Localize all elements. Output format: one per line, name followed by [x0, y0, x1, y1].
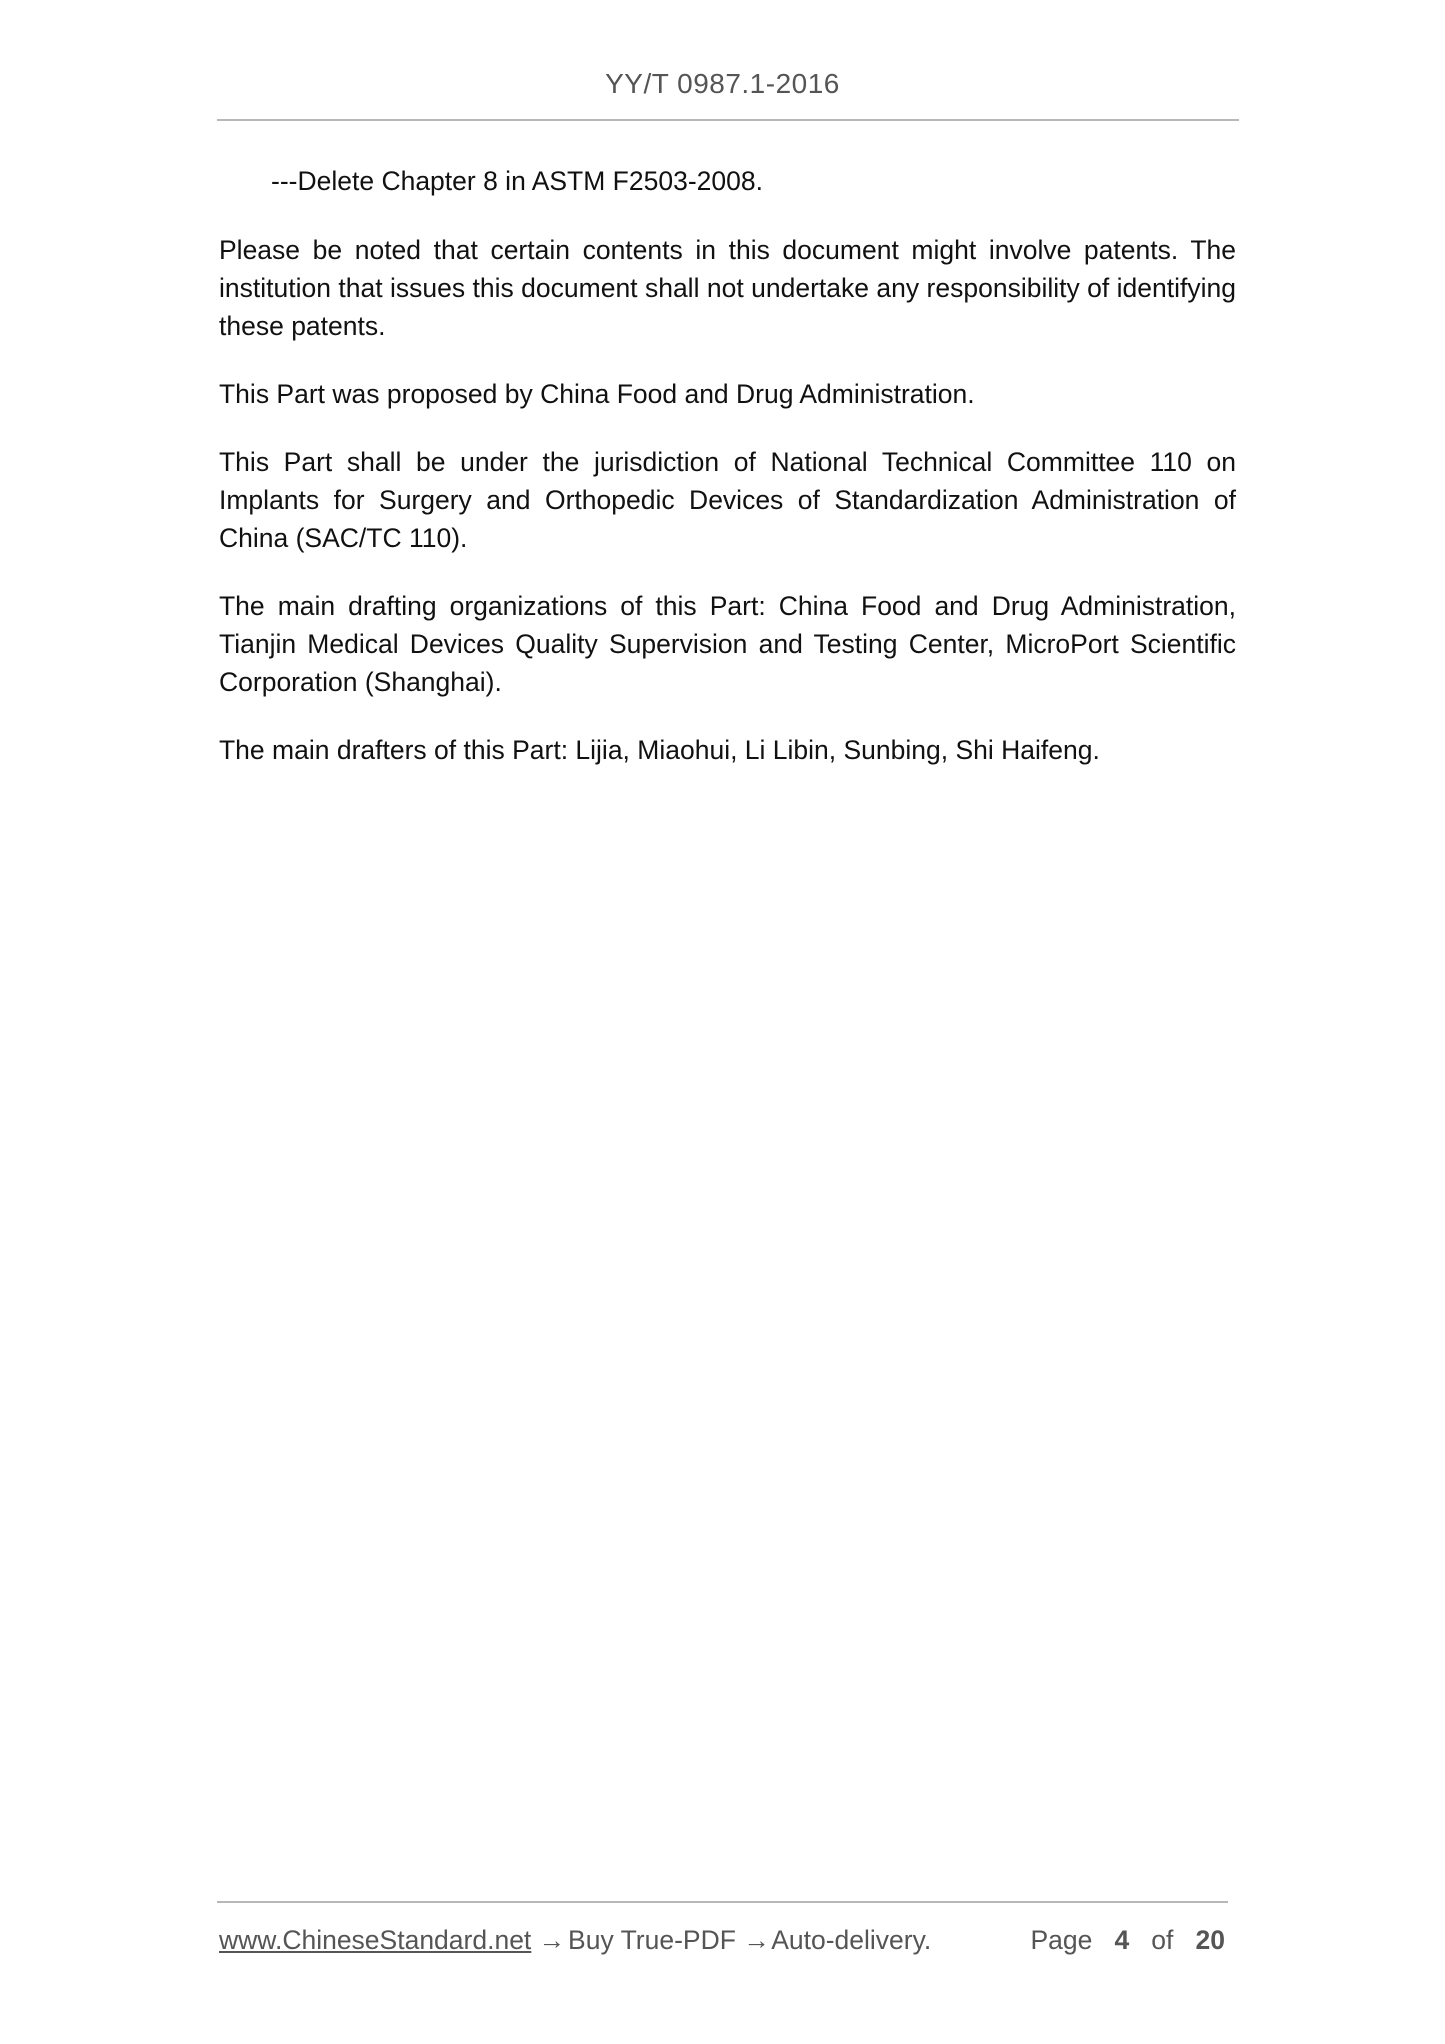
arrow-right-icon: → [538, 1925, 566, 1955]
current-page-number: 4 [1114, 1925, 1130, 1955]
paragraph-proposed-by: This Part was proposed by China Food and Drug Administration. [219, 379, 975, 409]
footer-promo [219, 1920, 931, 1960]
total-pages-number: 20 [1195, 1925, 1225, 1955]
paragraph-jurisdiction: This Part shall be under the jurisdiction of National Technical Committee 110 on Implants for Surgery and Orthopedic Devices of Standardization Administration of China (SAC/TC 110). [219, 447, 1236, 553]
website-link[interactable]: www.ChineseStandard.net [219, 1925, 532, 1955]
header-divider [217, 119, 1239, 121]
of-label: of [1151, 1925, 1174, 1955]
paragraph-deletion-note: ---Delete Chapter 8 in ASTM F2503-2008. [271, 166, 763, 196]
footer-step-buy: Buy True-PDF [568, 1925, 736, 1955]
footer-divider [217, 1901, 1228, 1903]
paragraph-drafting-organizations: The main drafting organizations of this Part: China Food and Drug Administration, Tianjin Medical Devices Quality Supervision and Testing Center, MicroPort Scientific Corporation (Shanghai). [219, 591, 1236, 697]
page-label: Page [1030, 1925, 1093, 1955]
footer-step-delivery: Auto-delivery. [771, 1925, 932, 1955]
page-footer [219, 1920, 1229, 1960]
arrow-right-icon: → [743, 1925, 770, 1955]
document-body [219, 162, 1236, 799]
document-code-header: YY/T 0987.1-2016 [605, 68, 840, 99]
page-number [1030, 1920, 1225, 1960]
paragraph-patent-notice: Please be noted that certain contents in this document might involve patents. The institution that issues this document shall not undertake any responsibility of identifying these patents. [219, 235, 1236, 341]
paragraph-main-drafters: The main drafters of this Part: Lijia, Miaohui, Li Libin, Sunbing, Shi Haifeng. [219, 735, 1100, 765]
